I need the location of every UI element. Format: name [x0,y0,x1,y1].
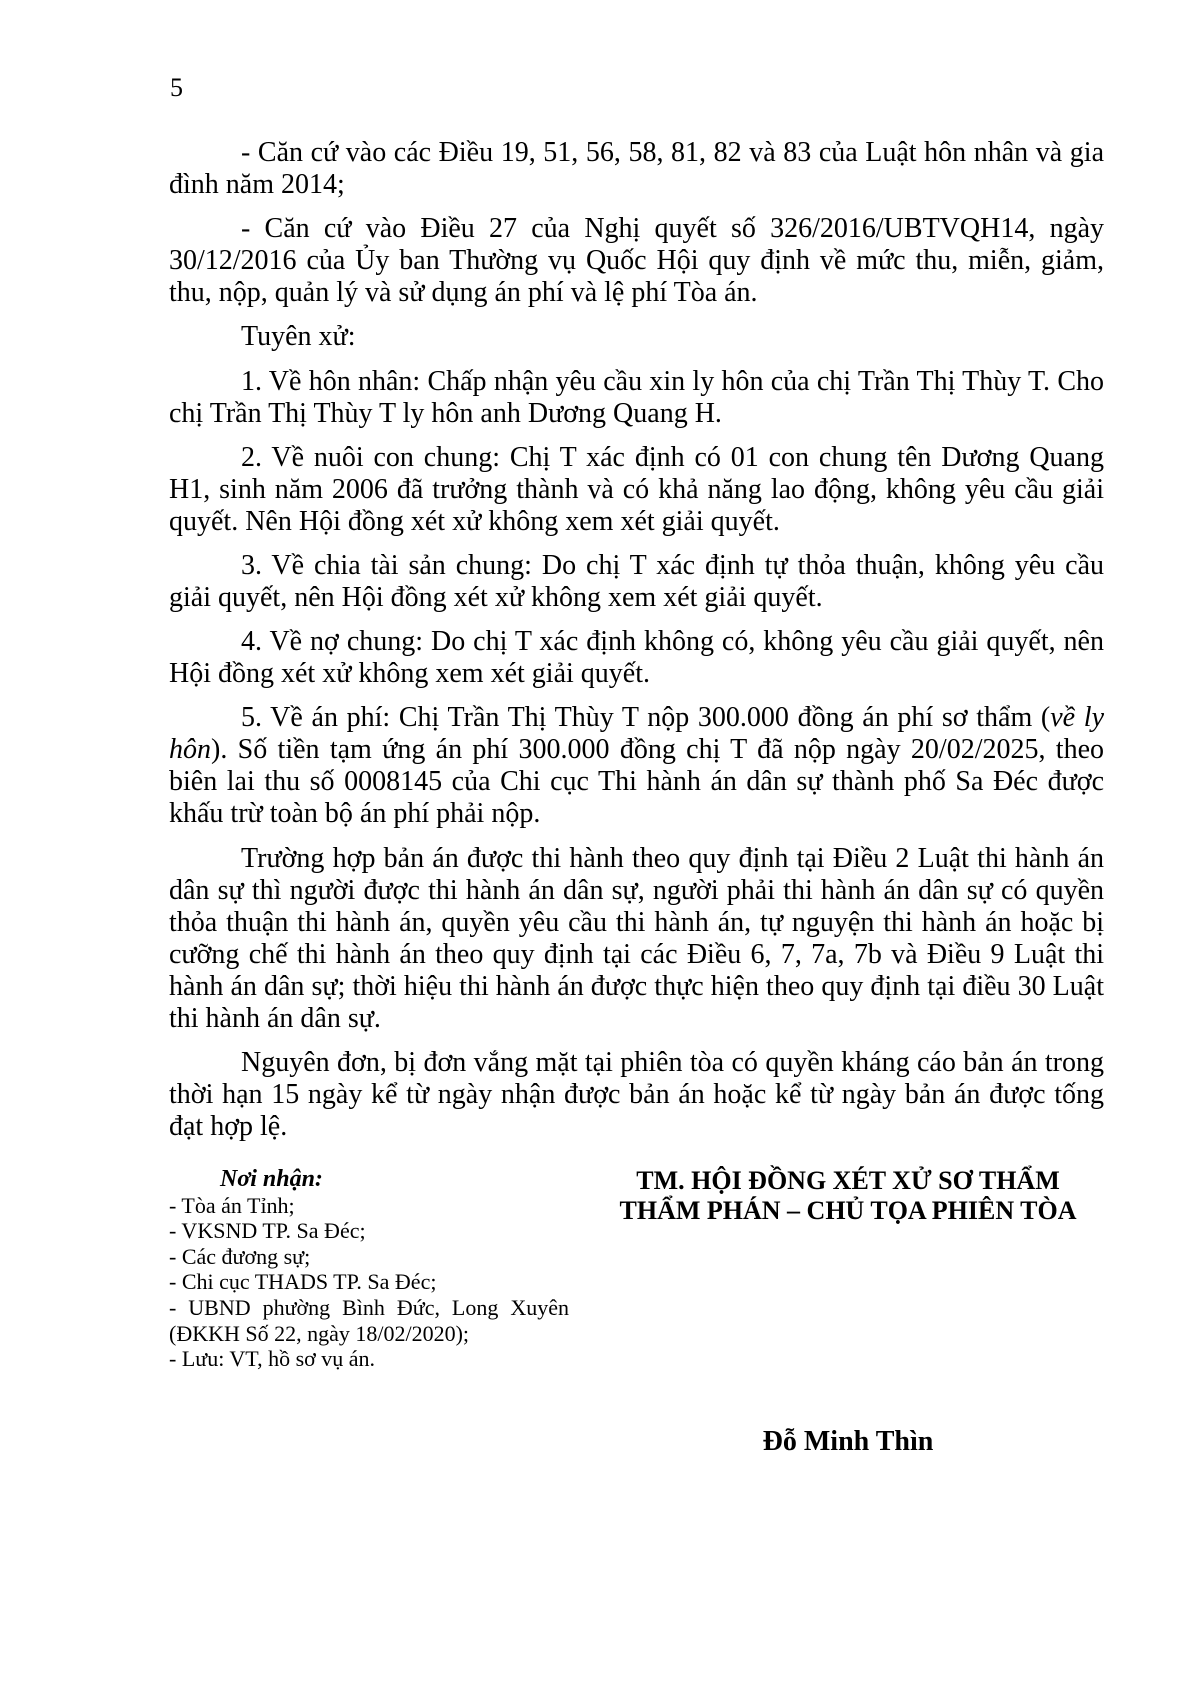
recipients-block [169,1167,569,1372]
signatory-title: THẨM PHÁN – CHỦ TỌA PHIÊN TÒA [619,1196,1077,1225]
text-line: cưỡng chế thi hành án theo quy định tại các Điều 6, 7, 7a, 7b và Điều 9 Luật thi [169,938,1104,970]
text-line: thỏa thuận thi hành án, quyền yêu cầu thi hành án, tự nguyện thi hành án hoặc bị [169,906,1104,938]
text-line: thu, nộp, quản lý và sử dụng án phí và lệ phí Tòa án. [169,277,758,309]
recipient-item: - VKSND TP. Sa Đéc; [169,1218,366,1244]
enforcement-clause [169,843,1104,1035]
text-line: 3. Về chia tài sản chung: Do chị T xác định tự thỏa thuận, không yêu cầu [241,549,1104,581]
recipients-heading: Nơi nhận: [220,1166,323,1192]
legal-basis-family-law [169,137,1104,201]
signature-block [580,1166,1116,1226]
text-line: H1, sinh năm 2006 đã trưởng thành và có khả năng lao động, không yêu cầu giải [169,473,1104,505]
judgment-body [169,137,1104,1143]
verdict-child-custody [169,442,1104,538]
appeal-clause [169,1047,1104,1143]
text-line: khấu trừ toàn bộ án phí phải nộp. [169,798,541,830]
text-line: đạt hợp lệ. [169,1110,288,1142]
text-line: thi hành án dân sự. [169,1002,381,1034]
recipient-item: - Tòa án Tỉnh; [169,1192,295,1218]
italic-text: về ly [1050,702,1104,734]
legal-basis-court-fee-resolution [169,213,1104,309]
verdict-joint-debt [169,626,1104,690]
text-line: - Căn cứ vào Điều 27 của Nghị quyết số 326/2016/UBTVQH14, ngày [241,213,1104,245]
italic-text: hôn [169,734,211,766]
recipient-item: - Chi cục THADS TP. Sa Đéc; [169,1269,437,1295]
recipient-item: - Lưu: VT, hồ sơ vụ án. [169,1346,376,1372]
verdict-court-fee [169,702,1104,830]
text-line: 1. Về hôn nhân: Chấp nhận yêu cầu xin ly hôn của chị Trần Thị Thùy T. Cho [241,365,1104,397]
text-segment: 5. Về án phí: Chị Trần Thị Thùy T nộp 300.000 đồng án phí sơ thẩm ( [241,702,1051,734]
text-line: quyết. Nên Hội đồng xét xử không xem xét giải quyết. [169,505,780,537]
text-line: dân sự thì người được thi hành án dân sự, người phải thi hành án dân sự có quyền [169,874,1104,906]
text-segment: ). Số tiền tạm ứng án phí 300.000 đồng chị T đã nộp ngày 20/02/2025, theo [211,734,1104,766]
text-line: 2. Về nuôi con chung: Chị T xác định có 01 con chung tên Dương Quang [241,441,1104,473]
text-line: 4. Về nợ chung: Do chị T xác định không có, không yêu cầu giải quyết, nên [241,626,1104,658]
text-line: biên lai thu số 0008145 của Chi cục Thi hành án dân sự thành phố Sa Đéc được [169,766,1104,798]
text-line: Trường hợp bản án được thi hành theo quy định tại Điều 2 Luật thi hành án [241,842,1104,874]
text-line: Nguyên đơn, bị đơn vắng mặt tại phiên tòa có quyền kháng cáo bản án trong [241,1046,1104,1078]
text-line: đình năm 2014; [169,169,345,200]
recipient-item: - Các đương sự; [169,1243,311,1269]
text-line: hành án dân sự; thời hiệu thi hành án được thực hiện theo quy định tại điều 30 Luật [169,970,1104,1002]
verdict-joint-property [169,550,1104,614]
text-line: Hội đồng xét xử không xem xét giải quyết. [169,658,650,690]
text-line: - Căn cứ vào các Điều 19, 51, 56, 58, 81, 82 và 83 của Luật hôn nhân và gia [241,137,1104,168]
recipient-item: - UBND phường Bình Đức, Long Xuyên (ĐKKH Số 22, ngày 18/02/2020); [169,1294,569,1346]
text-line: thời hạn 15 ngày kể từ ngày nhận được bản án hoặc kể từ ngày bản án được tống [169,1078,1104,1110]
text-line: Tuyên xử: [241,321,356,353]
verdict-marriage [169,366,1104,430]
text-line: giải quyết, nên Hội đồng xét xử không xem xét giải quyết. [169,581,823,613]
page-number: 5 [170,73,183,102]
recipients-list [169,1193,569,1372]
text-line: chị Trần Thị Thùy T ly hôn anh Dương Quang H. [169,397,722,429]
signatory-on-behalf: TM. HỘI ĐỒNG XÉT XỬ SƠ THẨM [636,1166,1060,1195]
text-line [169,734,1104,766]
verdict-heading [169,321,1104,353]
text-line [169,702,1104,734]
signer-name: Đỗ Minh Thìn [762,1426,934,1457]
text-line: 30/12/2016 của Ủy ban Thường vụ Quốc Hội quy định về mức thu, miễn, giảm, [169,245,1104,277]
